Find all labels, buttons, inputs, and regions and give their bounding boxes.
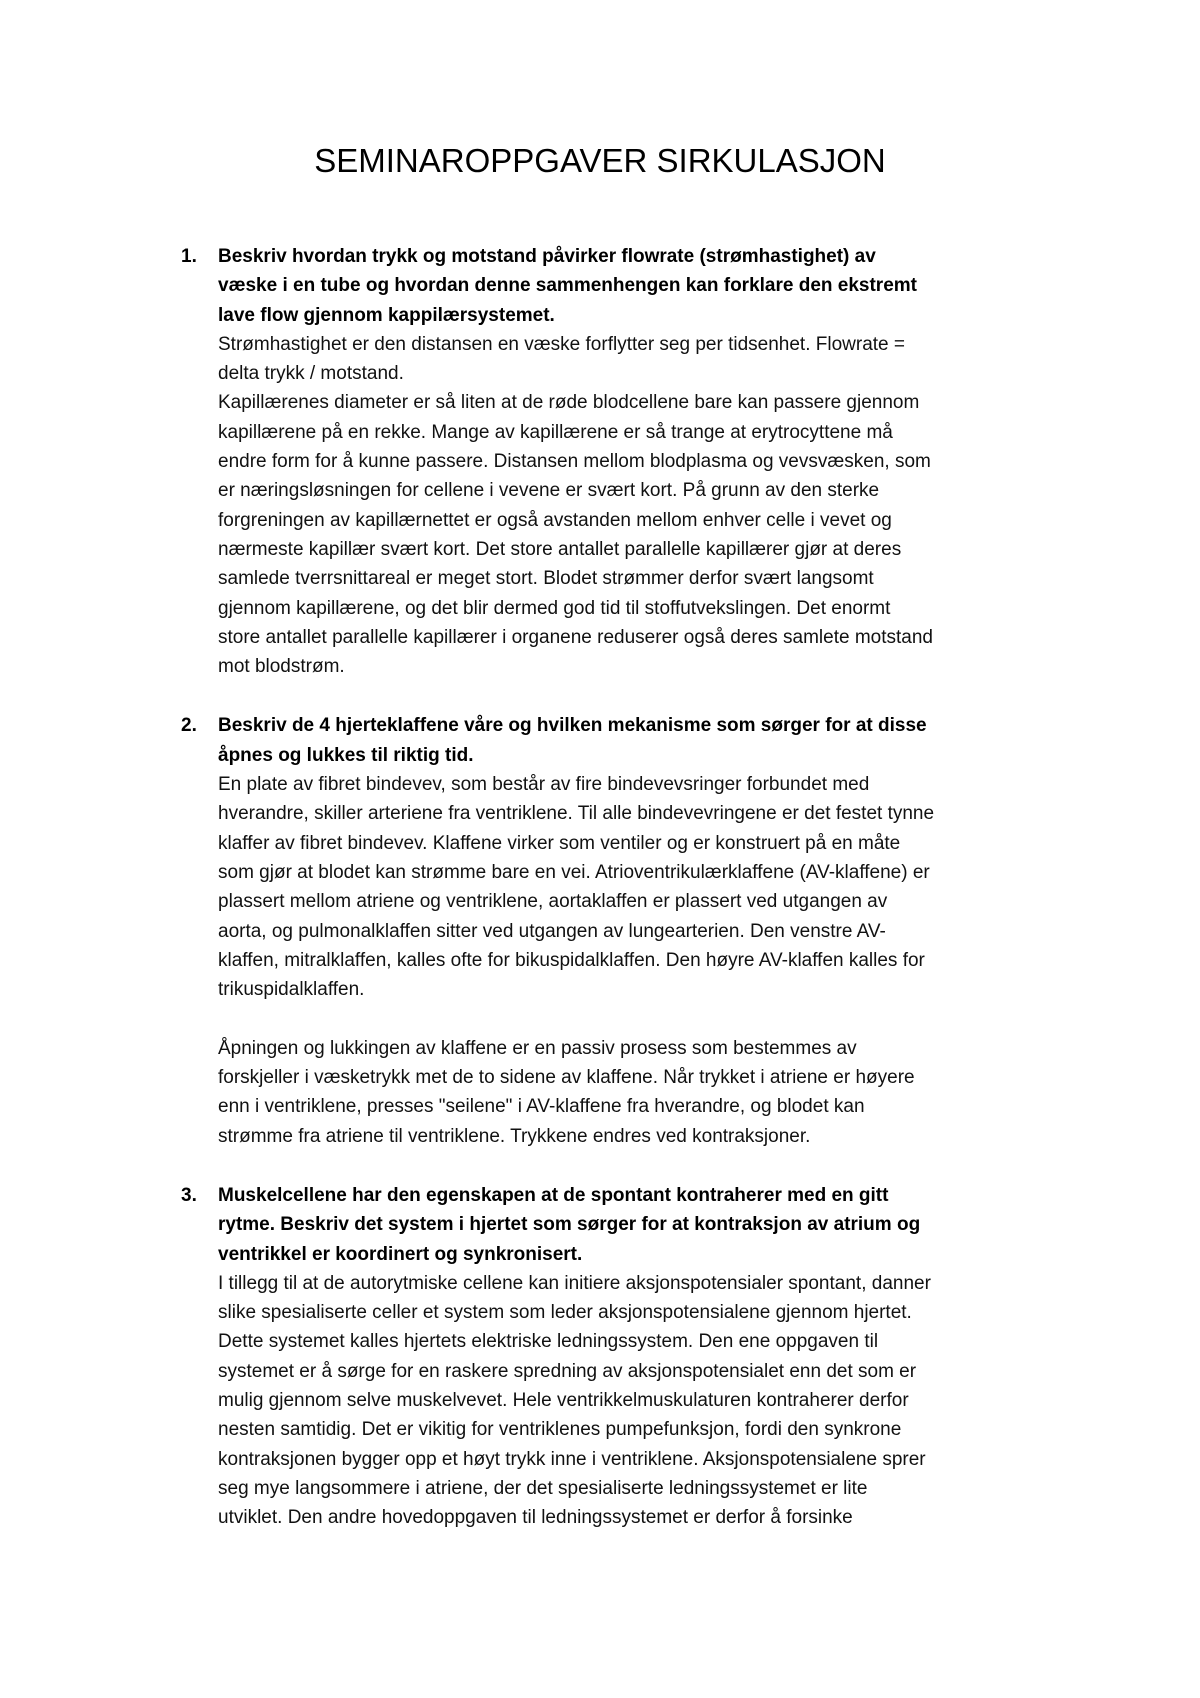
question-heading-line: Muskelcellene har den egenskapen at de spontant kontraherer med en gitt: [218, 1184, 889, 1206]
question-heading-line: ventrikkel er koordinert og synkronisert.: [218, 1243, 583, 1265]
answer-line: delta trykk / motstand.: [218, 363, 404, 385]
answer-line: kontraksjonen bygger opp et høyt trykk inne i ventriklene. Aksjonspotensialene sprer: [218, 1448, 926, 1470]
document-title: SEMINAROPPGAVER SIRKULASJON: [314, 142, 886, 179]
answer-line: endre form for å kunne passere. Distansen mellom blodplasma og vevsvæsken, som: [218, 451, 931, 473]
question-number: 2.: [181, 715, 197, 737]
answer-line: Strømhastighet er den distansen en væske forflytter seg per tidsenhet. Flowrate =: [218, 333, 905, 355]
answer-paragraph: [218, 1034, 1070, 1151]
answer-line: nesten samtidig. Det er vikitig for ventriklenes pumpefunksjon, fordi den synkrone: [218, 1419, 902, 1441]
question-item: [0, 1181, 1200, 1533]
question-number: 1.: [181, 246, 197, 267]
answer-line: Kapillærenes diameter er så liten at de røde blodcellene bare kan passere gjennom: [218, 392, 920, 414]
answer-line: slike spesialiserte celler et system som leder aksjonspotensialene gjennom hjertet.: [218, 1302, 912, 1324]
question-item: [0, 711, 1200, 1150]
answer-line: trikuspidalklaffen.: [218, 979, 365, 1001]
answer-line: kapillærene på en rekke. Mange av kapillærene er så trange at erytrocyttene må: [218, 421, 893, 443]
question-number: 3.: [181, 1184, 197, 1206]
answer-line: utviklet. Den andre hovedoppgaven til ledningssystemet er derfor å forsinke: [218, 1507, 853, 1529]
answer-paragraph: [218, 330, 1070, 389]
answer-line: strømme fra atriene til ventriklene. Trykkene endres ved kontraksjoner.: [218, 1125, 811, 1147]
answer-line: Åpningen og lukkingen av klaffene er en passiv prosess som bestemmes av: [218, 1037, 857, 1059]
answer-line: Dette systemet kalles hjertets elektriske ledningssystem. Den ene oppgaven til: [218, 1331, 879, 1353]
answer-line: mot blodstrøm.: [218, 656, 345, 678]
answer-line: aorta, og pulmonalklaffen sitter ved utgangen av lungearterien. Den venstre AV-: [218, 920, 886, 942]
answer-line: store antallet parallelle kapillærer i organene reduserer også deres samlete motstand: [218, 626, 933, 648]
answer-line: forgreningen av kapillærnettet er også avstanden mellom enhver celle i vevet og: [218, 509, 892, 531]
answer-line: En plate av fibret bindevev, som består av fire bindevevsringer forbundet med: [218, 774, 870, 796]
answer-line: er næringsløsningen for cellene i vevene er svært kort. På grunn av den sterke: [218, 480, 880, 502]
question-item: [0, 242, 1200, 681]
question-list: [0, 242, 1200, 1562]
answer-line: hverandre, skiller arteriene fra ventriklene. Til alle bindevevringene er det festet tynne: [218, 803, 935, 825]
question-heading: [218, 242, 1070, 330]
question-heading-line: rytme. Beskriv det system i hjertet som sørger for at kontraksjon av atrium og: [218, 1214, 921, 1236]
question-heading: [218, 1181, 1070, 1269]
answer-line: mulig gjennom selve muskelvevet. Hele ventrikkelmuskulaturen kontraherer derfor: [218, 1389, 909, 1411]
answer-line: systemet er å sørge for en raskere spredning av aksjonspotensialet enn det som er: [218, 1360, 917, 1382]
question-heading-line: væske i en tube og hvordan denne sammenhengen kan forklare den ekstremt: [218, 275, 917, 297]
answer-line: enn i ventriklene, presses "seilene" i AV-klaffene fra hverandre, og blodet kan: [218, 1096, 865, 1118]
answer-line: klaffen, mitralklaffen, kalles ofte for bikuspidalklaffen. Den høyre AV-klaffen kalles for: [218, 949, 925, 971]
answer-line: gjennom kapillærene, og det blir dermed god tid til stoffutvekslingen. Det enormt: [218, 597, 891, 619]
question-heading-line: Beskriv de 4 hjerteklaffene våre og hvilken mekanisme som sørger for at disse: [218, 715, 927, 737]
question-heading-line: lave flow gjennom kappilærsystemet.: [218, 304, 555, 326]
answer-line: plassert mellom atriene og ventriklene, aortaklaffen er plassert ved utgangen av: [218, 891, 888, 913]
answer-line: seg mye langsommere i atriene, der det spesialiserte ledningssystemet er lite: [218, 1477, 868, 1499]
answer-line: samlede tverrsnittareal er meget stort. Blodet strømmer derfor svært langsomt: [218, 568, 874, 590]
answer-line: som gjør at blodet kan strømme bare en vei. Atrioventrikulærklaffene (AV-klaffene) er: [218, 861, 930, 883]
answer-line: forskjeller i væsketrykk met de to sidene av klaffene. Når trykket i atriene er høyere: [218, 1067, 915, 1089]
question-heading: [218, 711, 1070, 770]
question-heading-line: åpnes og lukkes til riktig tid.: [218, 744, 474, 766]
answer-paragraph: [218, 388, 1070, 681]
answer-line: I tillegg til at de autorytmiske cellene kan initiere aksjonspotensialer spontant, danner: [218, 1272, 931, 1294]
answer-paragraph: [218, 1269, 1070, 1533]
answer-line: nærmeste kapillær svært kort. Det store antallet parallelle kapillærer gjør at deres: [218, 538, 902, 560]
answer-line: klaffer av fibret bindevev. Klaffene virker som ventiler og er konstruert på en måte: [218, 832, 901, 854]
answer-paragraph: [218, 770, 1070, 1004]
question-heading-line: Beskriv hvordan trykk og motstand påvirker flowrate (strømhastighet) av: [218, 246, 876, 267]
